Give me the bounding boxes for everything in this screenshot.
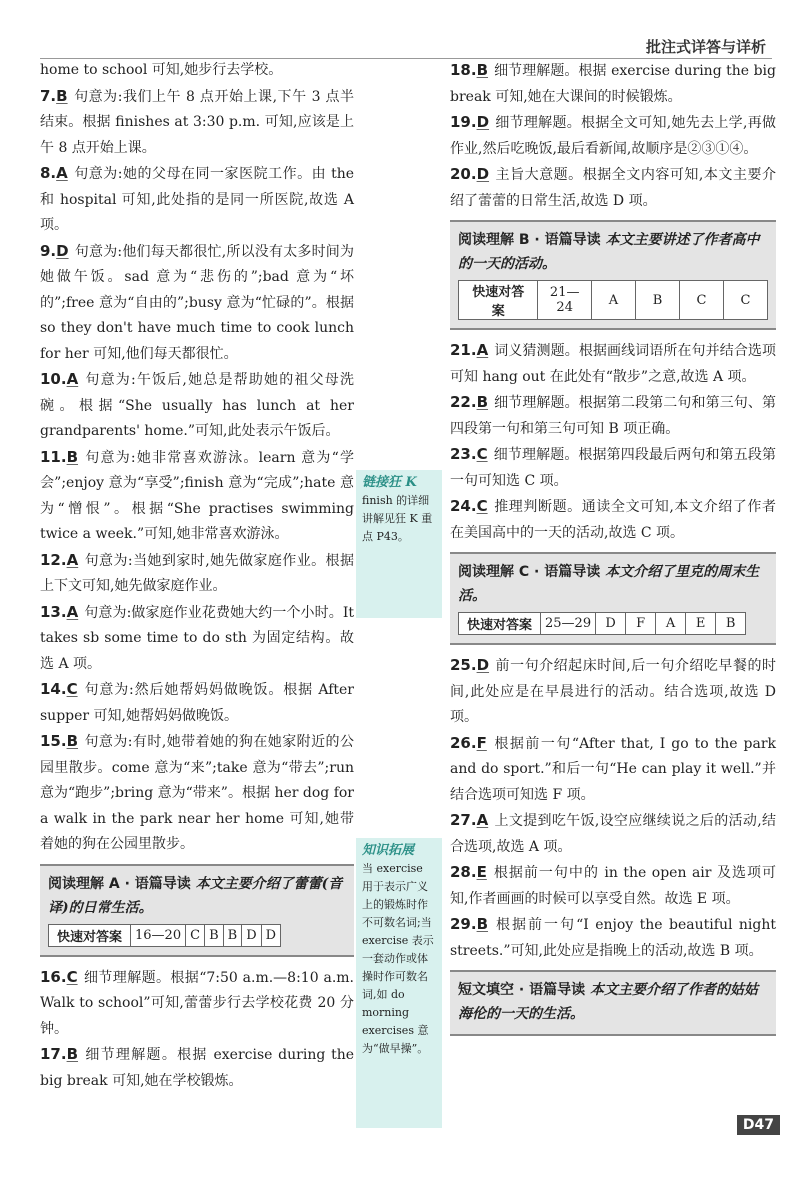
answer-cell: C xyxy=(680,281,724,320)
answer-letter: C xyxy=(476,497,488,515)
explanation-text: 细节理解题。根据全文可知,她先去上学,再做作业,然后吃晚饭,最后看新闻,故顺序是②③①④。 xyxy=(450,115,776,157)
answer-letter: C xyxy=(66,680,78,698)
answer-label: 快速对答案 xyxy=(49,924,131,946)
answer-cell: F xyxy=(626,613,656,635)
answer-item xyxy=(450,110,776,162)
answer-item xyxy=(450,653,776,731)
explanation-text: 句意为:然后她帮妈妈做晚饭。根据 After supper 可知,她帮妈妈做晚饭。 xyxy=(40,682,354,724)
right-column xyxy=(450,58,776,1044)
answer-item xyxy=(450,390,776,442)
answer-item xyxy=(450,731,776,809)
reading-b-box xyxy=(450,220,776,330)
answer-item xyxy=(40,445,354,548)
answer-item xyxy=(40,600,354,678)
explanation-text: home to school 可知,她步行去学校。 xyxy=(40,62,283,78)
answer-letter: B xyxy=(66,732,79,750)
explanation-text: 推理判断题。通读全文可知,本文介绍了作者在美国高中的一天的活动,故选 C 项。 xyxy=(450,499,776,541)
explanation-text: 根据前一句中的 in the open air 及选项可知,作者画画的时候可以享受自然。故选 E 项。 xyxy=(450,865,776,907)
answer-item xyxy=(40,548,354,600)
answer-item xyxy=(40,729,354,858)
answer-letter: D xyxy=(56,241,69,260)
question-number: 12. xyxy=(40,550,67,569)
reading-b-desc: 本文主要讲述了作者高中的一天的活动。 xyxy=(458,232,760,272)
question-number: 10. xyxy=(40,370,67,388)
question-number: 18. xyxy=(450,61,477,79)
reading-c-box xyxy=(450,552,776,645)
link-note: finish 的详细讲解见狂 K 重点 P43。 xyxy=(362,494,433,543)
explanation-text: 句意为:她非常喜欢游泳。learn 意为“学会”;enjoy 意为“享受”;finish 意为“完成”;hate 意为“憎恨”。根据“She practises swimming twice a week.”可知,她非常喜欢游泳。 xyxy=(40,449,354,542)
answer-letter: D xyxy=(476,656,490,674)
question-number: 25. xyxy=(450,656,477,674)
answer-letter: A xyxy=(56,164,68,182)
answer-item xyxy=(450,860,776,912)
answer-letter: B xyxy=(66,1045,79,1063)
answer-item xyxy=(450,494,776,546)
answer-letter: C xyxy=(476,445,488,463)
question-number: 7. xyxy=(40,86,57,105)
answer-cell: C xyxy=(724,281,768,320)
side-margin xyxy=(356,58,442,1126)
answer-item xyxy=(450,338,776,390)
answer-item xyxy=(40,965,354,1043)
explanation-text: 句意为:做家庭作业花费她大约一个小时。It takes sb some time to do sth 为固定结构。故选 A 项。 xyxy=(40,604,354,672)
answer-cell: D xyxy=(242,924,261,946)
side-note-link xyxy=(356,470,442,618)
question-number: 23. xyxy=(450,445,477,463)
answer-cell: E xyxy=(686,613,716,635)
answer-item xyxy=(40,58,354,84)
answer-letter: B xyxy=(476,61,489,79)
question-number: 14. xyxy=(40,680,67,698)
explanation-text: 细节理解题。根据第四段最后两句和第五段第一句可知选 C 项。 xyxy=(450,447,776,489)
answer-item xyxy=(450,808,776,860)
link-tag: 链接狂 K xyxy=(362,475,417,490)
answer-cell: B xyxy=(636,281,680,320)
question-number: 21. xyxy=(450,341,477,359)
question-number: 11. xyxy=(40,447,67,466)
answer-table-b xyxy=(458,280,768,320)
cloze-title: 短文填空 · 语篇导读 xyxy=(458,982,586,998)
answer-item xyxy=(40,239,354,368)
explanation-text: 细节理解题。根据 exercise during the big break 可知,她在学校锻炼。 xyxy=(40,1047,354,1089)
cloze-desc: 本文主要介绍了作者的姑姑海伦的一天的生活。 xyxy=(458,982,758,1022)
page-header: 批注式详答与详析 xyxy=(645,38,766,56)
answer-letter: E xyxy=(476,863,487,881)
answer-letter: D xyxy=(476,165,490,183)
answer-range: 21—24 xyxy=(538,281,592,320)
answer-table-c xyxy=(458,612,746,635)
answer-item xyxy=(40,1042,354,1094)
answer-label: 快速对答案 xyxy=(459,281,538,320)
question-number: 9. xyxy=(40,241,57,260)
answer-letter: B xyxy=(476,393,489,411)
question-number: 13. xyxy=(40,602,67,621)
question-number: 24. xyxy=(450,497,477,515)
answer-table-a xyxy=(48,924,281,947)
answer-cell: D xyxy=(261,924,280,946)
explanation-text: 句意为:她的父母在同一家医院工作。由 the 和 hospital 可知,此处指的是同一所医院,故选 A 项。 xyxy=(40,166,354,233)
answer-item xyxy=(40,84,354,162)
explanation-text: 前一句介绍起床时间,后一句介绍吃早餐的时间,此处应是在早晨进行的活动。结合选项,故选 D 项。 xyxy=(450,658,776,725)
answer-item xyxy=(450,442,776,494)
answer-range: 25—29 xyxy=(541,613,596,635)
question-number: 27. xyxy=(450,811,477,829)
expand-note: 当 exercise 用于表示广义上的锻炼时作不可数名词;当 exercise 表示一套动作或体操时作可数名词,如 do morning exercises 意为“做早操”。 xyxy=(362,862,434,1055)
reading-c-title: 阅读理解 C · 语篇导读 xyxy=(458,564,601,580)
explanation-text: 根据前一句“After that, I go to the park and do sport.”和后一句“He can play it well.”并结合选项可知选 F 项。 xyxy=(450,735,776,803)
answer-cell: B xyxy=(205,924,224,946)
explanation-text: 词义猜测题。根据画线词语所在句并结合选项可知 hang out 在此处有“散步”之意,故选 A 项。 xyxy=(450,343,776,385)
answer-letter: A xyxy=(66,370,79,388)
reading-a-box xyxy=(40,864,354,957)
answer-cell: B xyxy=(223,924,242,946)
question-number: 15. xyxy=(40,732,67,750)
explanation-text: 句意为:有时,她带着她的狗在她家附近的公园里散步。come 意为“来”;take 意为“带去”;run 意为“跑步”;bring 意为“带来”。根据 her dog for a walk in the park near her home 可知,她带着她的狗在公园里散步。 xyxy=(40,734,354,852)
page-number: D47 xyxy=(737,1115,780,1135)
question-number: 20. xyxy=(450,165,477,183)
answer-letter: F xyxy=(476,733,487,752)
explanation-text: 细节理解题。根据 exercise during the big break 可知,她在大课间的时候锻炼。 xyxy=(450,63,776,105)
reading-a-title: 阅读理解 A · 语篇导读 xyxy=(48,875,191,892)
answer-item xyxy=(40,677,354,729)
answer-item xyxy=(450,912,776,964)
answer-letter: A xyxy=(476,811,489,829)
answer-cell: A xyxy=(592,281,636,320)
answer-item xyxy=(450,58,776,110)
explanation-text: 句意为:当她到家时,她先做家庭作业。根据上下文可知,她先做家庭作业。 xyxy=(40,552,354,594)
answer-letter: B xyxy=(56,86,68,105)
cloze-box xyxy=(450,970,776,1036)
explanation-text: 上文提到吃午饭,设空应继续说之后的活动,结合选项,故选 A 项。 xyxy=(450,813,776,855)
question-number: 8. xyxy=(40,164,57,182)
question-number: 28. xyxy=(450,863,477,881)
question-number: 19. xyxy=(450,113,477,131)
explanation-text: 细节理解题。根据第二段第二句和第三句、第四段第一句和第三句可知 B 项正确。 xyxy=(450,395,776,437)
answer-item xyxy=(450,162,776,214)
left-column xyxy=(40,58,354,1094)
explanation-text: 细节理解题。根据“7:50 a.m.—8:10 a.m. Walk to school”可知,蕾蕾步行去学校花费 20 分钟。 xyxy=(40,969,354,1037)
answer-cell: D xyxy=(596,613,626,635)
answer-label: 快速对答案 xyxy=(459,613,541,635)
question-number: 29. xyxy=(450,915,477,933)
question-number: 16. xyxy=(40,967,67,986)
answer-item xyxy=(40,161,354,239)
question-number: 26. xyxy=(450,733,477,752)
answer-letter: C xyxy=(66,967,78,986)
question-number: 17. xyxy=(40,1045,67,1063)
answer-range: 16—20 xyxy=(131,924,186,946)
expand-tag: 知识拓展 xyxy=(362,843,415,858)
answer-letter: A xyxy=(476,341,489,359)
reading-c-desc: 本文介绍了里克的周末生活。 xyxy=(458,564,760,604)
answer-cell: B xyxy=(716,613,746,635)
side-note-expand xyxy=(356,838,442,1128)
answer-letter: A xyxy=(66,602,79,621)
answer-letter: A xyxy=(66,550,79,569)
answer-letter: B xyxy=(66,447,79,466)
explanation-text: 主旨大意题。根据全文内容可知,本文主要介绍了蕾蕾的日常生活,故选 D 项。 xyxy=(450,167,776,209)
answer-cell: C xyxy=(186,924,205,946)
answer-letter: B xyxy=(476,915,489,933)
answer-cell: A xyxy=(656,613,686,635)
reading-a-desc: 本文主要介绍了蕾蕾(音译)的日常生活。 xyxy=(48,875,343,916)
question-number: 22. xyxy=(450,393,477,411)
explanation-text: 句意为:他们每天都很忙,所以没有太多时间为她做午饭。sad 意为“悲伤的”;bad 意为“坏的”;free 意为“自由的”;busy 意为“忙碌的”。根据 so they don't have much time to cook lunch for her 可知,他们每天都很忙。 xyxy=(40,243,354,362)
explanation-text: 句意为:我们上午 8 点开始上课,下午 3 点半结束。根据 finishes at 3:30 p.m. 可知,应该是上午 8 点开始上课。 xyxy=(40,88,354,156)
answer-letter: D xyxy=(476,113,490,131)
reading-b-title: 阅读理解 B · 语篇导读 xyxy=(458,232,601,248)
answer-item xyxy=(40,367,354,445)
explanation-text: 句意为:午饭后,她总是帮助她的祖父母洗碗。根据“She usually has lunch at her grandparents' home.”可知,此处表示午饭后。 xyxy=(40,372,354,439)
explanation-text: 根据前一句“I enjoy the beautiful night streets.”可知,此处应是指晚上的活动,故选 B 项。 xyxy=(450,917,776,959)
